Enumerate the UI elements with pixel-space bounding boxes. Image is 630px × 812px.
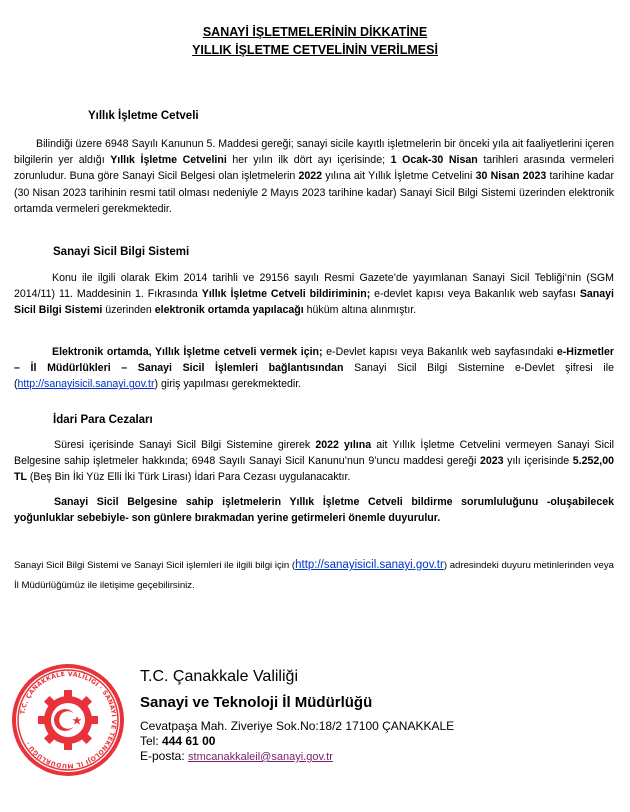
phone-line: Tel: 444 61 00 xyxy=(140,734,216,748)
email-link[interactable]: stmcanakkaleil@sanayi.gov.tr xyxy=(188,751,333,763)
org-name-directorate: Sanayi ve Teknoloji İl Müdürlüğü xyxy=(140,694,373,711)
address-text: Cevatpaşa Mah. Ziveriye Sok.No:18/2 17100 ÇANAKKALE xyxy=(140,719,455,733)
footer-registry-link[interactable]: http://sanayisicil.sanayi.gov.tr xyxy=(295,559,444,571)
contact-info-note: Sanayi Sicil Bilgi Sistemi ve Sanayi Sicil işlemleri ile ilgili bilgi için (http://sanayisicil.sanayi.gov.tr) adresindeki duyuru metinlerinden veya İl Müdürlüğümüz ile iletişime geçebilirsiniz. xyxy=(14,559,614,591)
svg-text:T.C. ÇANAKKALE VALİLİĞİ · SANA: T.C. ÇANAKKALE VALİLİĞİ · SANAYİ VE TEKNOLOJİ İL MÜDÜRLÜĞÜ · xyxy=(19,670,118,770)
section-heading-penalties: İdari Para Cezaları xyxy=(53,414,153,426)
ministry-emblem-logo xyxy=(8,660,128,780)
paragraph-penalties-2: Sanayi Sicil Belgesine sahip işletmelerin Yıllık İşletme Cetveli bildirme sorumluluğunu -oluşabilecek yoğunluklar sebebiyle- son günlere bırakmadan yerine getirmeleri önemle duyurulur. xyxy=(14,496,614,525)
section-heading-annual-chart: Yıllık İşletme Cetveli xyxy=(88,110,199,122)
document-title-line1: SANAYİ İŞLETMELERİNİN DİKKATİNE xyxy=(202,25,428,39)
paragraph-registry-system-2: Elektronik ortamda, Yıllık İşletme cetveli vermek için; e-Devlet kapısı veya Bakanlık web sayfasındaki e-Hizmetler – İl Müdürlükleri – Sanayi Sicil İşlemleri bağlantısından Sanayi Sicil Bilgi Sistemine e-Devlet şifresi ile (http://sanayisicil.sanayi.gov.tr) giriş yapılması gerekmektedir. xyxy=(14,346,614,391)
paragraph-annual-chart: Bilindiği üzere 6948 Sayılı Kanunun 5. Maddesi gereği; sanayi sicile kayıtlı işletmelerin bir önceki yıla ait faaliyetlerini içeren bilgilerin yer aldığı Yıllık İşletme Cetvelini her yılın ilk dört ayı içerisinde; 1 Ocak-30 Nisan tarihleri arasında vermeleri zorunludur. Buna göre Sanayi Sicil Belgesi olan işletmelerin 2022 yılına ait Yıllık İşletme Cetvelini 30 Nisan 2023 tarihine kadar (30 Nisan 2023 tarihinin resmi tatil olması nedeniyle 2 Mayıs 2023 tarihine kadar) Sanayi Sicil Bilgi Sistemi üzerinden elektronik ortamda vermeleri gerekmektedir. xyxy=(14,138,614,215)
section-heading-registry-system: Sanayi Sicil Bilgi Sistemi xyxy=(53,246,190,258)
phone-number: 444 61 00 xyxy=(162,734,216,748)
paragraph-penalties-1: Süresi içerisinde Sanayi Sicil Bilgi Sistemine girerek 2022 yılına ait Yıllık İşletme Cetvelini vermeyen Sanayi Sicil Belgesine sahip işletmeler hakkında; 6948 Sayılı Sanayi Sicil Kanunu’nun 9’uncu maddesi gereği 2023 yılı içerisinde 5.252,00 TL (Beş Bin İki Yüz Elli İki Türk Lirası) İdari Para Cezası uygulanacaktır. xyxy=(14,439,614,484)
registry-system-link[interactable]: http://sanayisicil.sanayi.gov.tr xyxy=(17,378,155,391)
paragraph-registry-system-1: Konu ile ilgili olarak Ekim 2014 tarihli ve 29156 sayılı Resmi Gazete’de yayımlanan Sanayi Sicil Tebliği’nin (SGM 2014/11) 11. Maddesinin 1. Fıkrasında Yıllık İşletme Cetveli bildiriminin; e-devlet kapısı veya Bakanlık web sayfası Sanayi Sicil Bilgi Sistemi üzerinden elektronik ortamda yapılacağı hüküm altına alınmıştır. xyxy=(14,272,614,317)
document-title-line2: YILLIK İŞLETME CETVELİNİN VERİLMESİ xyxy=(192,43,438,57)
email-line: E-posta: stmcanakkaleil@sanayi.gov.tr xyxy=(140,749,333,763)
org-name-governorship: T.C. Çanakkale Valiliği xyxy=(140,668,298,685)
